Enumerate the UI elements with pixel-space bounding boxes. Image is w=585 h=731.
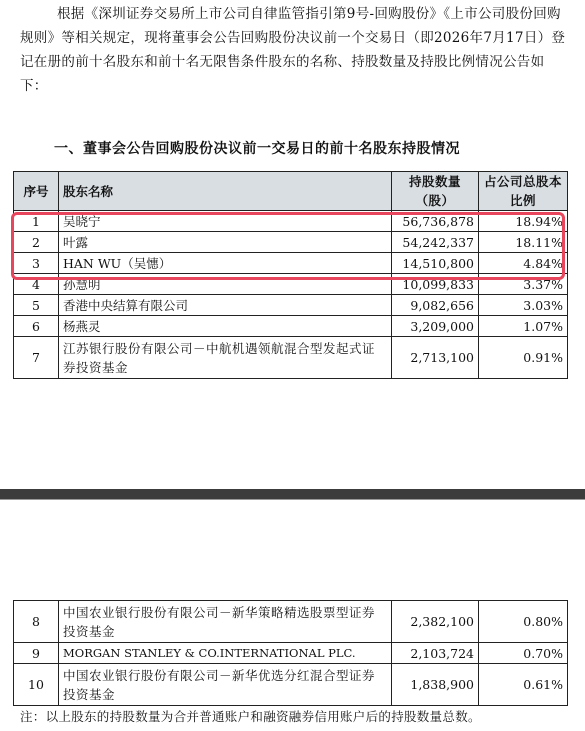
cell-seq: 4 [14, 274, 59, 295]
cell-shares: 9,082,656 [392, 295, 479, 316]
table-row [14, 274, 568, 295]
table-row [14, 232, 568, 253]
header-seq: 序号 [14, 172, 59, 211]
cell-ratio: 18.94% [479, 211, 568, 232]
cell-shares: 2,103,724 [392, 643, 479, 664]
table-row [14, 337, 568, 379]
cell-ratio: 3.03% [479, 295, 568, 316]
table-row [14, 601, 568, 643]
cell-seq: 7 [14, 337, 59, 379]
cell-shares: 3,209,000 [392, 316, 479, 337]
cell-name: 江苏银行股份有限公司－中航机遇领航混合型发起式证券投资基金 [59, 337, 392, 379]
cell-shares: 10,099,833 [392, 274, 479, 295]
cell-seq: 9 [14, 643, 59, 664]
cell-seq: 8 [14, 601, 59, 643]
cell-name: 叶露 [59, 232, 392, 253]
cell-ratio: 0.91% [479, 337, 568, 379]
table-row [14, 253, 568, 274]
cell-seq: 2 [14, 232, 59, 253]
cell-ratio: 4.84% [479, 253, 568, 274]
table-row [14, 664, 568, 706]
header-ratio: 占公司总股本比例 [479, 172, 568, 211]
cell-name: 香港中央结算有限公司 [59, 295, 392, 316]
cell-ratio: 1.07% [479, 316, 568, 337]
cell-name: 中国农业银行股份有限公司－新华优选分红混合型证券投资基金 [59, 664, 392, 706]
cell-shares: 14,510,800 [392, 253, 479, 274]
header-shares: 持股数量（股） [392, 172, 479, 211]
cell-shares: 2,713,100 [392, 337, 479, 379]
page-divider-line [0, 499, 585, 500]
cell-shares: 54,242,337 [392, 232, 479, 253]
section-heading: 一、董事会公告回购股份决议前一交易日的前十名股东持股情况 [54, 141, 460, 157]
cell-seq: 3 [14, 253, 59, 274]
cell-seq: 1 [14, 211, 59, 232]
cell-seq: 6 [14, 316, 59, 337]
cell-name: MORGAN STANLEY & CO.INTERNATIONAL PLC. [59, 643, 392, 664]
footnote: 注：以上股东的持股数量为合并普通账户和融资融券信用账户后的持股数量总数。 [20, 709, 481, 724]
table-row [14, 295, 568, 316]
cell-shares: 56,736,878 [392, 211, 479, 232]
shareholder-table-top [13, 171, 568, 379]
cell-shares: 1,838,900 [392, 664, 479, 706]
cell-seq: 10 [14, 664, 59, 706]
cell-shares: 2,382,100 [392, 601, 479, 643]
cell-seq: 5 [14, 295, 59, 316]
cell-name: HAN WU（吴憓） [59, 253, 392, 274]
table-row [14, 643, 568, 664]
shareholder-table-bottom [13, 600, 568, 706]
cell-ratio: 0.61% [479, 664, 568, 706]
cell-name: 孙慧明 [59, 274, 392, 295]
cell-ratio: 3.37% [479, 274, 568, 295]
cell-ratio: 18.11% [479, 232, 568, 253]
cell-name: 吴晓宁 [59, 211, 392, 232]
table-row [14, 211, 568, 232]
header-name: 股东名称 [59, 172, 392, 211]
cell-ratio: 0.80% [479, 601, 568, 643]
cell-name: 中国农业银行股份有限公司－新华策略精选股票型证券投资基金 [59, 601, 392, 643]
table-row [14, 316, 568, 337]
cell-ratio: 0.70% [479, 643, 568, 664]
intro-paragraph: 根据《深圳证券交易所上市公司自律监管指引第9号-回购股份》《上市公司股份回购规则》等相关规定，现将董事会公告回购股份决议前一个交易日（即2026年7月17日）登记在册的前十名股东和前十名无限售条件股东的名称、持股数量及持股比例情况公告如下： [20, 6, 566, 94]
cell-name: 杨燕灵 [59, 316, 392, 337]
